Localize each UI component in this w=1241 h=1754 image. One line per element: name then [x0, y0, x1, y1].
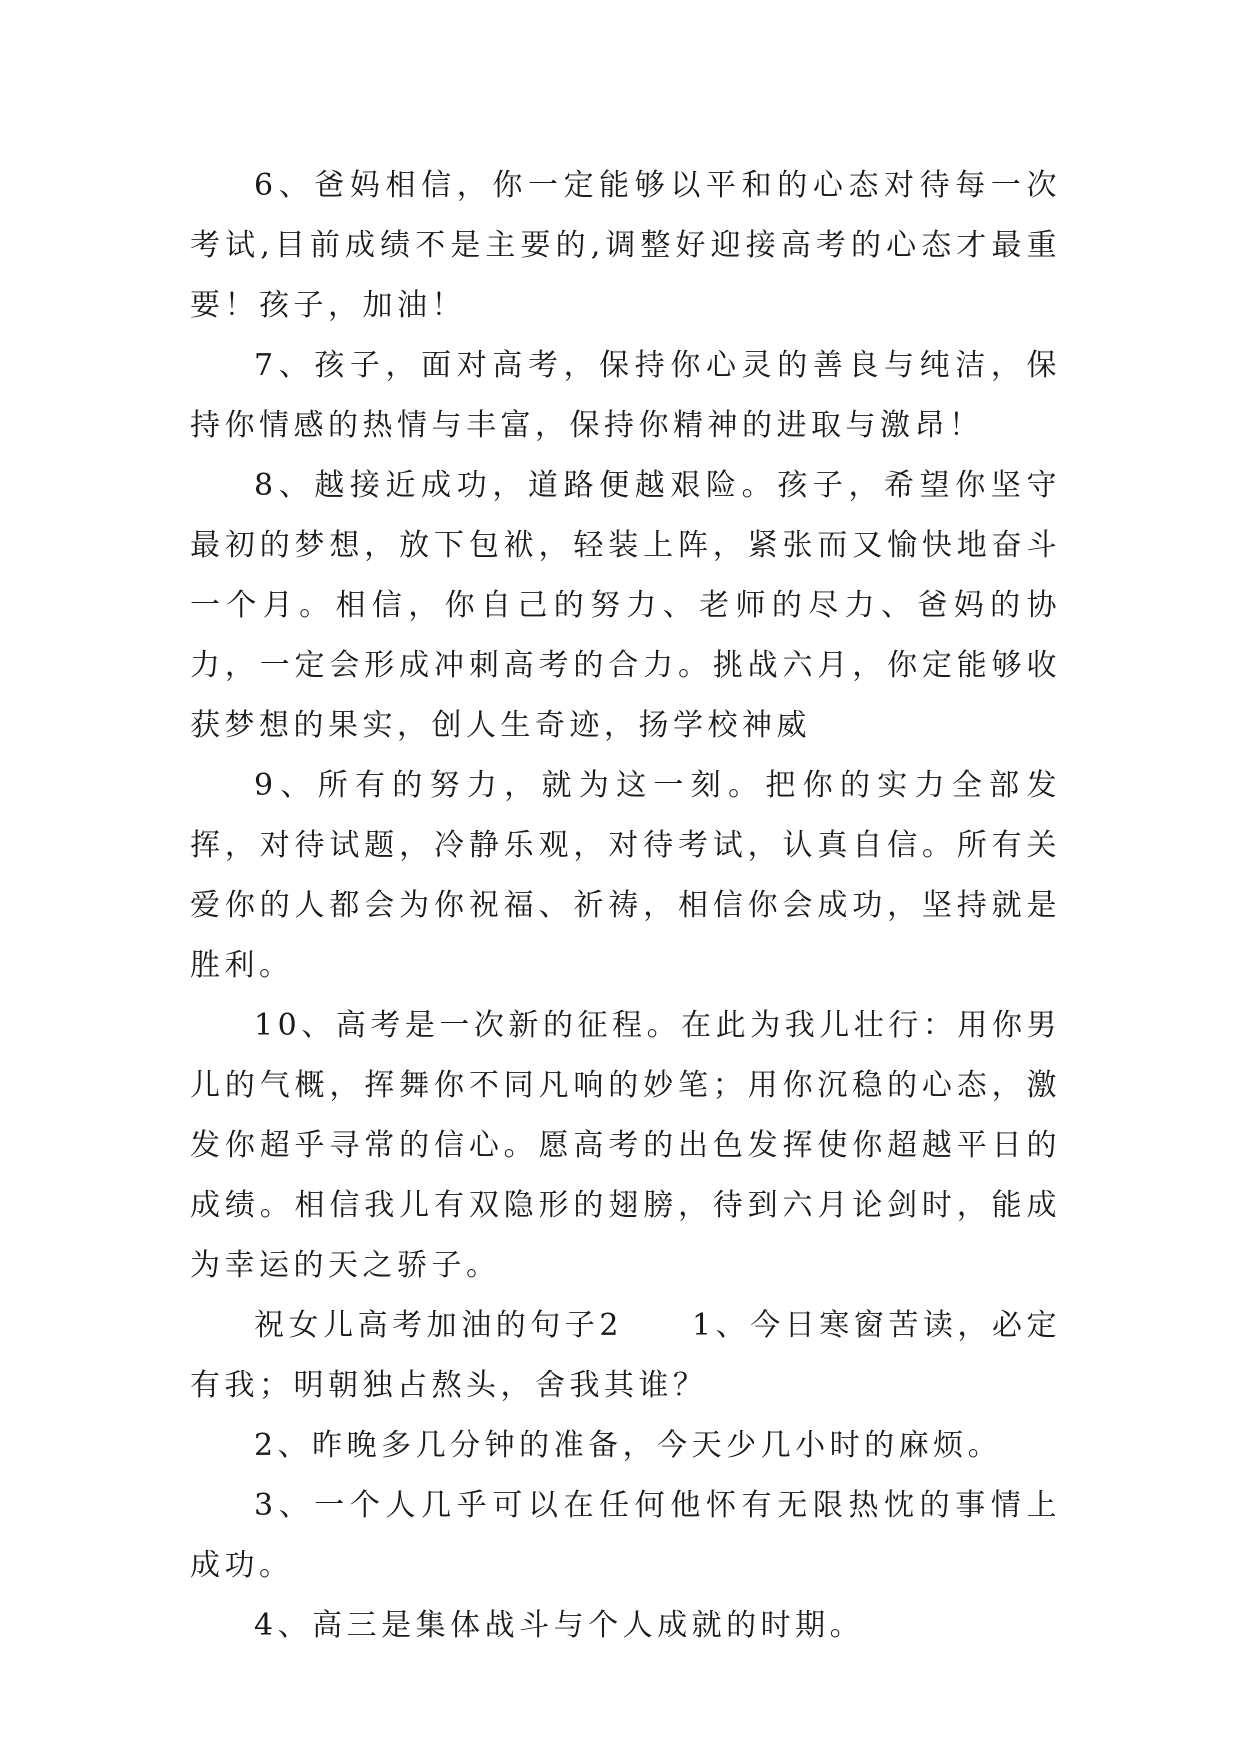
paragraph-2: 2、昨晚多几分钟的准备，今天少几小时的麻烦。 [254, 1428, 1003, 1463]
paragraph-9: 9、所有的努力，就为这一刻。把你的实力全部发挥，对待试题，冷静乐观，对待考试，认真自信。所有关爱你的人都会为你祝福、祈祷，相信你会成功，坚持就是胜利。 [190, 768, 1061, 983]
section-heading-paragraph: 祝女儿高考加油的句子2 1、今日寒窗苦读，必定有我；明朝独占熬头，舍我其谁？ [190, 1308, 1061, 1403]
paragraph-10: 10、高考是一次新的征程。在此为我儿壮行：用你男儿的气概，挥舞你不同凡响的妙笔；用你沉稳的心态，激发你超乎寻常的信心。愿高考的出色发挥使你超越平日的成绩。相信我儿有双隐形的翅膀，待到六月论剑时，能成为幸运的天之骄子。 [190, 1008, 1061, 1283]
paragraph-4: 4、高三是集体战斗与个人成就的时期。 [254, 1608, 865, 1643]
paragraph-7: 7、孩子，面对高考，保持你心灵的善良与纯洁，保持你情感的热情与丰富，保持你精神的进取与激昂！ [190, 348, 1061, 443]
paragraph-3: 3、一个人几乎可以在任何他怀有无限热忱的事情上成功。 [190, 1488, 1061, 1583]
paragraph-8: 8、越接近成功，道路便越艰险。孩子，希望你坚守最初的梦想，放下包袱，轻装上阵，紧张而又愉快地奋斗一个月。相信，你自己的努力、老师的尽力、爸妈的协力，一定会形成冲刺高考的合力。挑战六月，你定能够收获梦想的果实，创人生奇迹，扬学校神威 [190, 468, 1061, 743]
paragraph-6: 6、爸妈相信，你一定能够以平和的心态对待每一次考试,目前成绩不是主要的,调整好迎接高考的心态才最重要！孩子，加油！ [190, 168, 1061, 323]
